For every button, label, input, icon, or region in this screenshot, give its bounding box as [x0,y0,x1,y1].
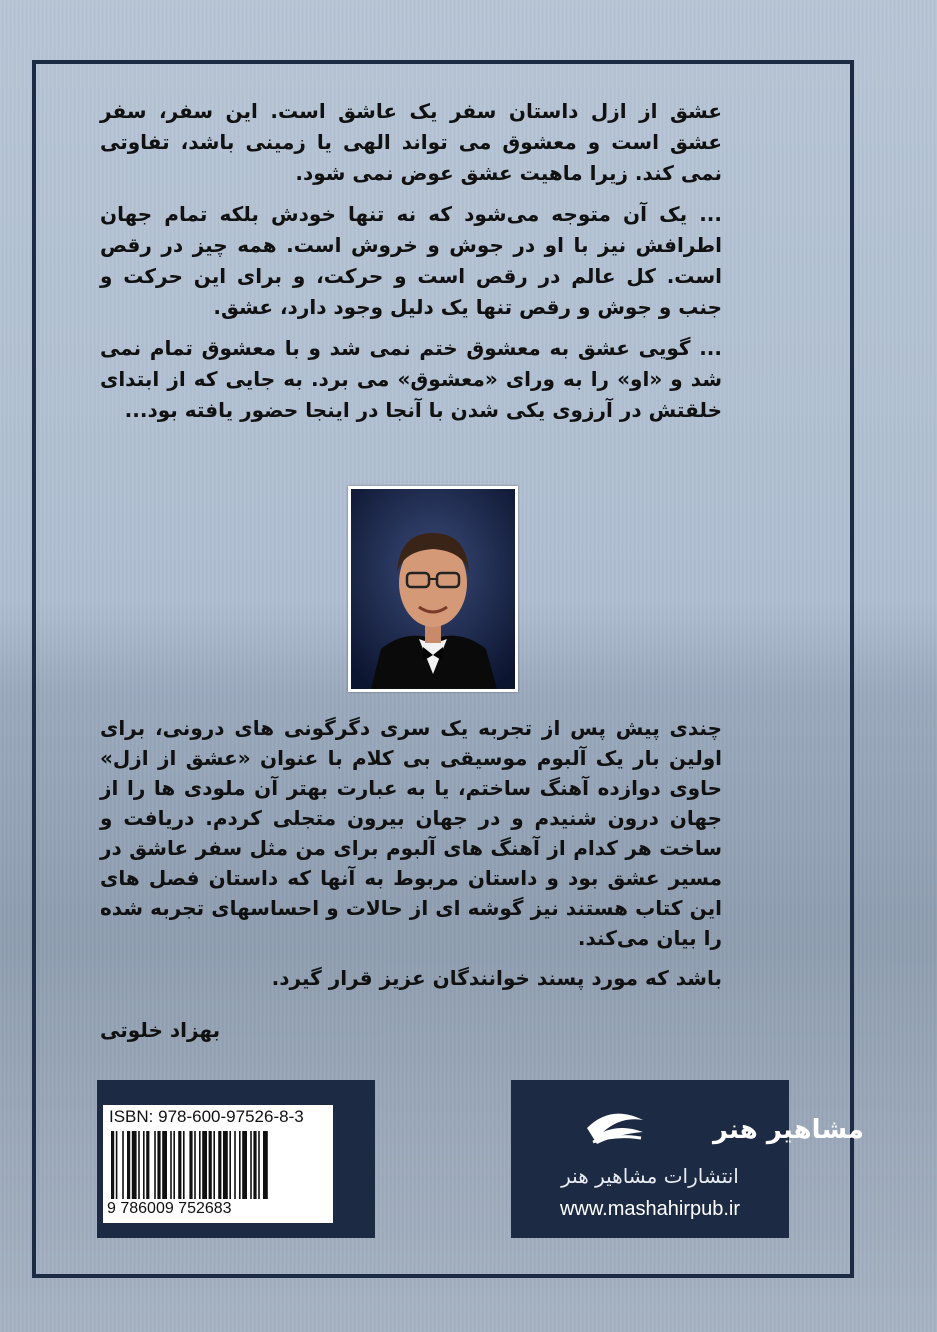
upper-text-block [100,96,722,436]
barcode-bar [234,1131,236,1199]
barcode-panel [97,1080,375,1238]
barcode-bar [173,1131,175,1199]
barcode-bar [209,1131,212,1199]
publisher-website: www.mashahirpub.ir [559,1198,741,1220]
barcode-bar [154,1131,156,1199]
author-portrait-icon [351,489,515,689]
barcode-bar [250,1131,252,1199]
barcode-bar [178,1131,181,1199]
barcode-bar [229,1131,231,1199]
publisher-logo-text: مشاهیر هنر [713,1115,864,1145]
author-signature: بهزاد خلوتی [100,1018,221,1042]
barcode-bar [202,1131,207,1199]
barcode-bar [146,1131,149,1199]
lower-text-block [100,713,722,1003]
barcode-digits: 9 786009 752683 [107,1200,232,1217]
barcode-bar [213,1131,215,1199]
barcode-bar [218,1131,221,1199]
barcode-box [103,1105,333,1223]
publisher-name: انتشارات مشاهیر هنر [561,1164,739,1188]
barcode-bar [162,1131,167,1199]
publisher-logo [581,1098,864,1162]
barcode-bar [263,1131,268,1199]
lower-paragraph-2: باشد که مورد پسند خوانندگان عزیز قرار گیرد. [271,966,722,990]
publisher-panel [511,1080,864,1238]
barcode-bar [116,1131,118,1199]
barcode-bar [199,1131,201,1199]
barcode-icon [111,1131,325,1199]
barcode-bar [170,1131,172,1199]
barcode-bar [138,1131,140,1199]
barcode-bar [157,1131,160,1199]
barcode-bar [242,1131,247,1199]
barcode-bar [143,1131,145,1199]
barcode-bar [194,1131,196,1199]
upper-paragraph-1: عشق از ازل داستان سفر یک عاشق است. این سفر، سفر عشق است و معشوق می تواند الهی یا زمینی باشد، تفاوتی نمی کند. زیرا ماهیت عشق عوض نمی شود. [100,99,722,185]
isbn-label: ISBN: 978-600-97526-8-3 [109,1107,304,1126]
barcode-bar [223,1131,228,1199]
upper-paragraph-2: ... یک آن متوجه می‌شود که نه تنها خودش بلکه تمام جهان اطرافش نیز با او در جوش و خروش است. همه چیز در رقص است. کل عالم در رقص است و حرکت، و برای این حرکت و جنب و جوش و رقص تنها یک دلیل وجود دارد، عشق. [100,202,722,319]
lower-paragraph-1: چندی پیش پس از تجربه یک سری دگرگونی های درونی، برای اولین بار یک آلبوم موسیقی بی کلام با عنوان «عشق از ازل» حاوی دوازده آهنگ ساختم، یا به عبارت بهتر آن ملودی ها را از جهان درون شنیدم و در جهان بیرون متجلی کردم. دریافت و ساخت هر کدام از آهنگ های آلبوم برای من مثل سفر عاشق در مسیر عشق بود و داستان مربوط به آنها که داستان فصل های این کتاب هستند نیز گوشه ای از حالات و احساسهای تجربه شده را بیان می‌کند. [100,716,722,950]
barcode-bar [258,1131,260,1199]
barcode-bar [239,1131,241,1199]
barcode-bar [111,1131,114,1199]
barcode-bar [253,1131,256,1199]
author-photo [348,486,518,692]
barcode-bar [132,1131,137,1199]
barcode-bar [122,1131,124,1199]
barcode-bar [189,1131,192,1199]
upper-paragraph-3: ... گویی عشق به معشوق ختم نمی شد و با معشوق تمام نمی شد و «او» را به ورای «معشوق» می برد. به جایی که از ابتدای خلقتش در آرزوی یکی شدن با آنجا در اینجا حضور یافته بود... [100,336,722,422]
barcode-bar [183,1131,185,1199]
barcode-bar [127,1131,130,1199]
